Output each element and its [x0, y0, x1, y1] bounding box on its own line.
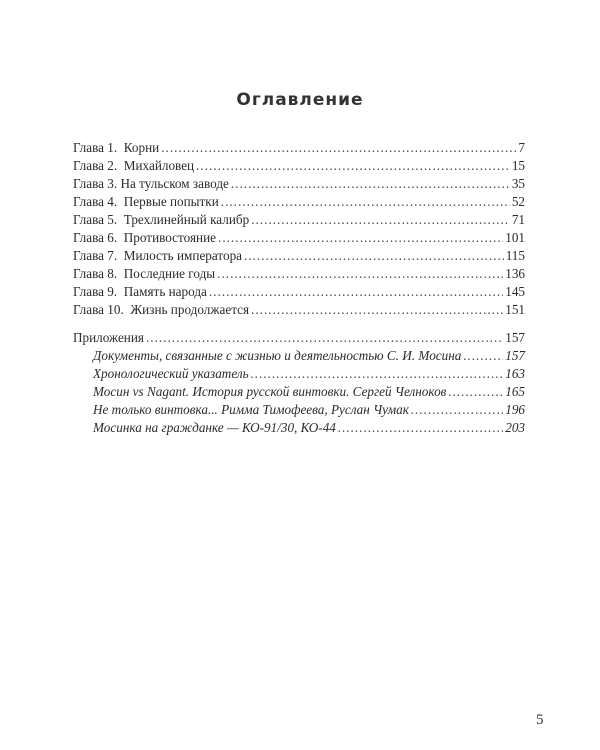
chapter-label: Глава 8.: [73, 266, 118, 281]
dot-leader: [251, 303, 503, 316]
chapter-title: Трехлинейный калибр: [123, 212, 250, 227]
chapter-title: Михайловец: [123, 158, 195, 173]
chapter-title: Память народа: [123, 284, 207, 299]
dot-leader: [338, 421, 503, 434]
chapter-title: Милость императора: [123, 248, 243, 263]
chapter-page: 145: [505, 284, 525, 299]
chapter-label: Глава 7.: [73, 248, 118, 263]
chapter-label: Глава 4.: [73, 194, 118, 209]
chapter-title: Первые попытки: [123, 194, 219, 209]
dot-leader: [218, 231, 503, 244]
chapter-title: На тульском заводе: [120, 176, 229, 191]
dot-leader: [411, 403, 503, 416]
dot-leader: [217, 267, 503, 280]
dot-leader: [463, 349, 503, 362]
appendix-item-page: 157: [505, 348, 525, 363]
dot-leader: [251, 367, 504, 380]
chapter-title: Последние годы: [123, 266, 216, 281]
chapter-page: 15: [511, 158, 525, 173]
chapter-label: Глава 1.: [73, 140, 118, 155]
page-title: Оглавление: [236, 90, 364, 110]
chapter-label: Глава 5.: [73, 212, 118, 227]
chapter-page: 136: [505, 266, 525, 281]
appendix-item-page: 203: [505, 420, 525, 435]
toc-row-chapter-10[interactable]: [73, 303, 525, 317]
chapter-page: 35: [511, 176, 525, 191]
appendix-item-title: Не только винтовка... Римма Тимофеева, Руслан Чумак: [93, 402, 409, 417]
toc-row-chapter-6[interactable]: [73, 231, 525, 245]
toc-row-appendix-item-4[interactable]: [93, 403, 525, 417]
toc-row-appendix-item-5[interactable]: [93, 421, 525, 435]
chapter-label: Глава 10.: [73, 302, 124, 317]
appendix-item-page: 196: [505, 402, 525, 417]
toc-row-chapter-8[interactable]: [73, 267, 525, 281]
dot-leader: [231, 177, 510, 190]
appendix-item-title: Хронологический указатель: [93, 366, 249, 381]
appendix-item-title: Мосинка на гражданке — КО-91/30, КО-44: [93, 420, 336, 435]
chapter-page: 7: [518, 140, 525, 155]
page-number: 5: [536, 712, 544, 728]
toc-row-appendix-item-3[interactable]: [93, 385, 525, 399]
dot-leader: [244, 249, 504, 262]
toc-row-appendix[interactable]: [73, 331, 525, 345]
dot-leader: [251, 213, 510, 226]
dot-leader: [209, 285, 503, 298]
toc-row-chapter-5[interactable]: [73, 213, 525, 227]
chapter-page: 101: [505, 230, 525, 245]
chapter-label: Глава 9.: [73, 284, 118, 299]
appendix-item-title: Документы, связанные с жизнью и деятельностью С. И. Мосина: [93, 348, 462, 363]
chapter-page: 52: [511, 194, 525, 209]
dot-leader: [221, 195, 510, 208]
chapter-title: Корни: [123, 140, 160, 155]
chapter-label: Глава 2.: [73, 158, 118, 173]
dot-leader: [448, 385, 503, 398]
chapter-page: 71: [511, 212, 525, 227]
chapter-label: Глава 6.: [73, 230, 118, 245]
toc-row-chapter-7[interactable]: [73, 249, 525, 263]
chapter-label: Глава 3.: [73, 176, 118, 191]
toc-row-chapter-2[interactable]: [73, 159, 525, 173]
toc-row-appendix-item-1[interactable]: [93, 349, 525, 363]
chapter-page: 151: [505, 302, 525, 317]
chapter-title: Противостояние: [123, 230, 217, 245]
dot-leader: [146, 331, 503, 344]
appendix-title: Приложения: [73, 330, 144, 345]
chapter-page: 115: [505, 248, 525, 263]
chapter-title: Жизнь продолжается: [130, 302, 250, 317]
dot-leader: [161, 141, 516, 154]
toc-row-chapter-4[interactable]: [73, 195, 525, 209]
appendix-item-title: Мосин vs Nagant. История русской винтовки. Сергей Челноков: [93, 384, 447, 399]
toc-row-chapter-9[interactable]: [73, 285, 525, 299]
toc-row-appendix-item-2[interactable]: [93, 367, 525, 381]
appendix-item-page: 163: [505, 366, 525, 381]
toc-row-chapter-3[interactable]: [73, 177, 525, 191]
appendix-item-page: 165: [505, 384, 525, 399]
appendix-page: 157: [505, 330, 525, 345]
toc-row-chapter-1[interactable]: [73, 141, 525, 155]
dot-leader: [196, 159, 510, 172]
